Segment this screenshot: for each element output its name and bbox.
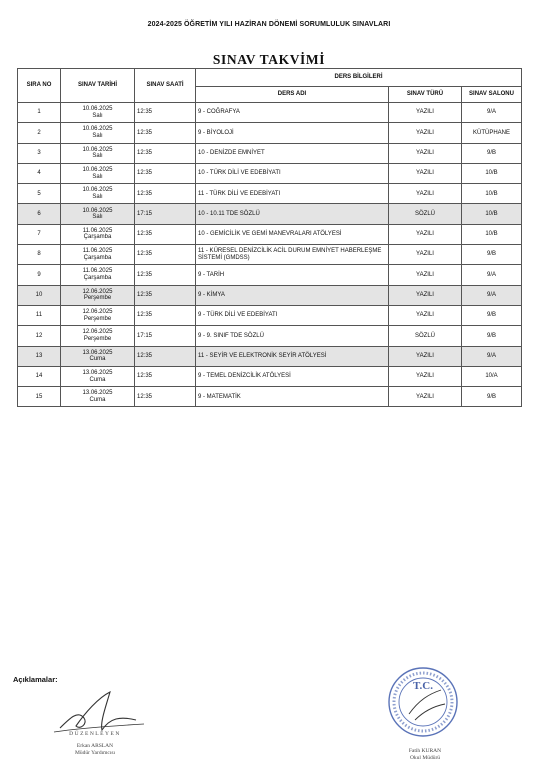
table-row xyxy=(18,184,522,204)
cell-date: 13.06.2025 xyxy=(82,390,113,397)
cell-ders-adi: 10 - 10.11 TDE SÖZLÜ xyxy=(196,204,389,224)
seal-text: T.C. xyxy=(413,680,433,692)
cell-day: Cuma xyxy=(89,356,106,363)
cell-ders-adi: 9 - 9. SINIF TDE SÖZLÜ xyxy=(196,326,389,346)
cell-sinav-salonu: 10/B xyxy=(462,184,522,204)
cell-sinav-saati: 12:35 xyxy=(135,224,196,244)
cell-sinav-salonu: 10/B xyxy=(462,204,522,224)
table-row xyxy=(18,163,522,183)
right-signature-title: Okul Müdürü xyxy=(409,754,441,761)
left-signature-block xyxy=(40,688,160,763)
cell-sira-no: 8 xyxy=(18,245,61,265)
cell-sira-no: 15 xyxy=(18,387,61,407)
cell-date: 10.06.2025 xyxy=(82,106,113,113)
cell-sinav-turu: YAZILI xyxy=(389,265,462,285)
cell-sinav-salonu: 10/A xyxy=(462,366,522,386)
cell-sinav-tarihi xyxy=(61,346,135,366)
left-signature-title: Müdür Yardımcısı xyxy=(74,750,116,756)
cell-sinav-saati: 12:35 xyxy=(135,305,196,325)
cell-day: Çarşamba xyxy=(83,275,112,282)
cell-sinav-turu: SÖZLÜ xyxy=(389,326,462,346)
table-row xyxy=(18,346,522,366)
cell-sinav-turu: SÖZLÜ xyxy=(389,204,462,224)
table-body xyxy=(18,103,522,407)
cell-ders-adi: 9 - BİYOLOJİ xyxy=(196,123,389,143)
cell-sinav-turu: YAZILI xyxy=(389,123,462,143)
cell-date: 10.06.2025 xyxy=(82,187,113,194)
table-row xyxy=(18,366,522,386)
col-header-sinav-salonu: SINAV SALONU xyxy=(462,87,522,103)
cell-sinav-turu: YAZILI xyxy=(389,163,462,183)
cell-date: 12.06.2025 xyxy=(82,288,113,295)
col-header-ders-bilgileri: DERS BİLGİLERİ xyxy=(196,69,522,87)
cell-date: 11.06.2025 xyxy=(82,268,113,275)
cell-day: Salı xyxy=(92,173,103,180)
cell-sinav-salonu: 10/B xyxy=(462,224,522,244)
cell-sinav-saati: 12:35 xyxy=(135,123,196,143)
left-signature-name-block xyxy=(40,743,150,757)
right-signature-name-block xyxy=(393,748,457,761)
cell-sinav-salonu: 10/B xyxy=(462,163,522,183)
cell-sinav-saati: 12:35 xyxy=(135,143,196,163)
cell-sinav-tarihi xyxy=(61,285,135,305)
cell-sinav-tarihi xyxy=(61,184,135,204)
cell-ders-adi: 11 - SEYİR VE ELEKTRONİK SEYİR ATÖLYESİ xyxy=(196,346,389,366)
cell-ders-adi: 9 - TEMEL DENİZCİLİK ATÖLYESİ xyxy=(196,366,389,386)
cell-sira-no: 10 xyxy=(18,285,61,305)
cell-sinav-tarihi xyxy=(61,123,135,143)
table-row xyxy=(18,387,522,407)
cell-sinav-salonu: 9/B xyxy=(462,387,522,407)
cell-sinav-turu: YAZILI xyxy=(389,346,462,366)
cell-sinav-tarihi xyxy=(61,224,135,244)
cell-ders-adi: 10 - TÜRK DİLİ VE EDEBİYATI xyxy=(196,163,389,183)
table-row xyxy=(18,285,522,305)
cell-sinav-turu: YAZILI xyxy=(389,285,462,305)
cell-sinav-tarihi xyxy=(61,103,135,123)
page-title: SINAV TAKVİMİ xyxy=(212,52,326,67)
cell-sinav-saati: 12:35 xyxy=(135,103,196,123)
official-seal-icon xyxy=(385,660,461,748)
cell-day: Salı xyxy=(92,214,103,221)
cell-sinav-turu: YAZILI xyxy=(389,305,462,325)
cell-sira-no: 9 xyxy=(18,265,61,285)
cell-sinav-tarihi xyxy=(61,143,135,163)
col-header-ders-adi: DERS ADI xyxy=(196,87,389,103)
cell-sinav-salonu: 9/B xyxy=(462,305,522,325)
cell-sinav-saati: 12:35 xyxy=(135,346,196,366)
cell-sira-no: 4 xyxy=(18,163,61,183)
cell-ders-adi: 9 - KİMYA xyxy=(196,285,389,305)
cell-sinav-saati: 12:35 xyxy=(135,285,196,305)
cell-sinav-saati: 12:35 xyxy=(135,245,196,265)
cell-date: 10.06.2025 xyxy=(82,166,113,173)
cell-sinav-salonu: 9/A xyxy=(462,265,522,285)
cell-sira-no: 7 xyxy=(18,224,61,244)
right-signature-name: Fatih KURAN xyxy=(408,748,442,754)
cell-day: Çarşamba xyxy=(83,254,112,261)
cell-sira-no: 1 xyxy=(18,103,61,123)
cell-day: Salı xyxy=(92,112,103,119)
cell-sinav-saati: 12:35 xyxy=(135,184,196,204)
cell-sinav-saati: 17:15 xyxy=(135,204,196,224)
cell-sinav-saati: 12:35 xyxy=(135,265,196,285)
cell-day: Çarşamba xyxy=(83,234,112,241)
cell-ders-adi: 10 - DENİZDE EMNİYET xyxy=(196,143,389,163)
cell-sira-no: 12 xyxy=(18,326,61,346)
cell-ders-adi: 9 - MATEMATİK xyxy=(196,387,389,407)
cell-sinav-salonu: 9/B xyxy=(462,245,522,265)
table-row xyxy=(18,305,522,325)
cell-date: 12.06.2025 xyxy=(82,329,113,336)
cell-sinav-tarihi xyxy=(61,305,135,325)
table-row xyxy=(18,245,522,265)
cell-sinav-tarihi xyxy=(61,245,135,265)
cell-date: 10.06.2025 xyxy=(82,126,113,133)
cell-sira-no: 11 xyxy=(18,305,61,325)
cell-sinav-salonu: 9/B xyxy=(462,143,522,163)
cell-day: Salı xyxy=(92,193,103,200)
cell-sinav-tarihi xyxy=(61,366,135,386)
cell-sinav-turu: YAZILI xyxy=(389,366,462,386)
notes-label: Açıklamalar: xyxy=(13,675,58,684)
cell-date: 10.06.2025 xyxy=(82,146,113,153)
signature-mark xyxy=(40,688,160,736)
cell-date: 10.06.2025 xyxy=(82,207,113,214)
document-header: 2024-2025 ÖĞRETİM YILI HAZİRAN DÖNEMİ SORUMLULUK SINAVLARI xyxy=(147,21,391,28)
table-row xyxy=(18,123,522,143)
cell-ders-adi: 11 - TÜRK DİLİ VE EDEBİYATI xyxy=(196,184,389,204)
cell-sinav-tarihi xyxy=(61,265,135,285)
cell-sinav-turu: YAZILI xyxy=(389,184,462,204)
table-row xyxy=(18,326,522,346)
cell-day: Salı xyxy=(92,153,103,160)
table-row xyxy=(18,103,522,123)
cell-ders-adi: 9 - TARİH xyxy=(196,265,389,285)
cell-sinav-salonu: 9/B xyxy=(462,326,522,346)
cell-sinav-saati: 12:35 xyxy=(135,387,196,407)
cell-sinav-salonu: 9/A xyxy=(462,285,522,305)
cell-sinav-tarihi xyxy=(61,204,135,224)
left-signature-caption: DÜZENLEYEN xyxy=(69,731,121,737)
cell-date: 11.06.2025 xyxy=(82,227,113,234)
cell-sinav-salonu: KÜTÜPHANE xyxy=(462,123,522,143)
cell-day: Cuma xyxy=(89,396,106,403)
cell-sinav-turu: YAZILI xyxy=(389,245,462,265)
table-row xyxy=(18,204,522,224)
cell-date: 13.06.2025 xyxy=(82,349,113,356)
cell-date: 12.06.2025 xyxy=(82,309,113,316)
cell-day: Perşembe xyxy=(83,315,112,322)
table-row xyxy=(18,265,522,285)
cell-date: 11.06.2025 xyxy=(82,248,113,255)
cell-ders-adi: 11 - KÜRESEL DENİZCİLİK ACİL DURUM EMNİYET HABERLEŞME SİSTEMİ (GMDSS) xyxy=(196,245,389,265)
cell-day: Salı xyxy=(92,132,103,139)
cell-sinav-turu: YAZILI xyxy=(389,143,462,163)
cell-sira-no: 6 xyxy=(18,204,61,224)
cell-sira-no: 3 xyxy=(18,143,61,163)
cell-ders-adi: 9 - COĞRAFYA xyxy=(196,103,389,123)
col-header-sinav-turu: SINAV TÜRÜ xyxy=(389,87,462,103)
cell-day: Cuma xyxy=(89,376,106,383)
left-signature-name: Erkan ARSLAN xyxy=(76,743,114,749)
official-stamp-block xyxy=(385,660,461,760)
col-header-sinav-saati: SINAV SAATİ xyxy=(135,69,196,103)
cell-sinav-salonu: 9/A xyxy=(462,346,522,366)
col-header-sinav-tarihi: SINAV TARİHİ xyxy=(61,69,135,103)
cell-sira-no: 14 xyxy=(18,366,61,386)
cell-sinav-turu: YAZILI xyxy=(389,387,462,407)
cell-sinav-tarihi xyxy=(61,326,135,346)
cell-sinav-salonu: 9/A xyxy=(462,103,522,123)
cell-sinav-saati: 17:15 xyxy=(135,326,196,346)
col-header-sira-no: SIRA NO xyxy=(18,69,61,103)
cell-sinav-saati: 12:35 xyxy=(135,163,196,183)
cell-sinav-tarihi xyxy=(61,387,135,407)
cell-sinav-turu: YAZILI xyxy=(389,224,462,244)
cell-day: Perşembe xyxy=(83,295,112,302)
cell-sinav-saati: 12:35 xyxy=(135,366,196,386)
cell-ders-adi: 9 - TÜRK DİLİ VE EDEBİYATI xyxy=(196,305,389,325)
cell-sira-no: 5 xyxy=(18,184,61,204)
cell-ders-adi: 10 - GEMİCİLİK VE GEMİ MANEVRALARI ATÖLYESİ xyxy=(196,224,389,244)
cell-sinav-turu: YAZILI xyxy=(389,103,462,123)
cell-sira-no: 13 xyxy=(18,346,61,366)
cell-sira-no: 2 xyxy=(18,123,61,143)
cell-sinav-tarihi xyxy=(61,163,135,183)
table-row xyxy=(18,224,522,244)
table-row xyxy=(18,143,522,163)
cell-day: Perşembe xyxy=(83,335,112,342)
exam-schedule-table xyxy=(17,68,522,407)
cell-date: 13.06.2025 xyxy=(82,369,113,376)
